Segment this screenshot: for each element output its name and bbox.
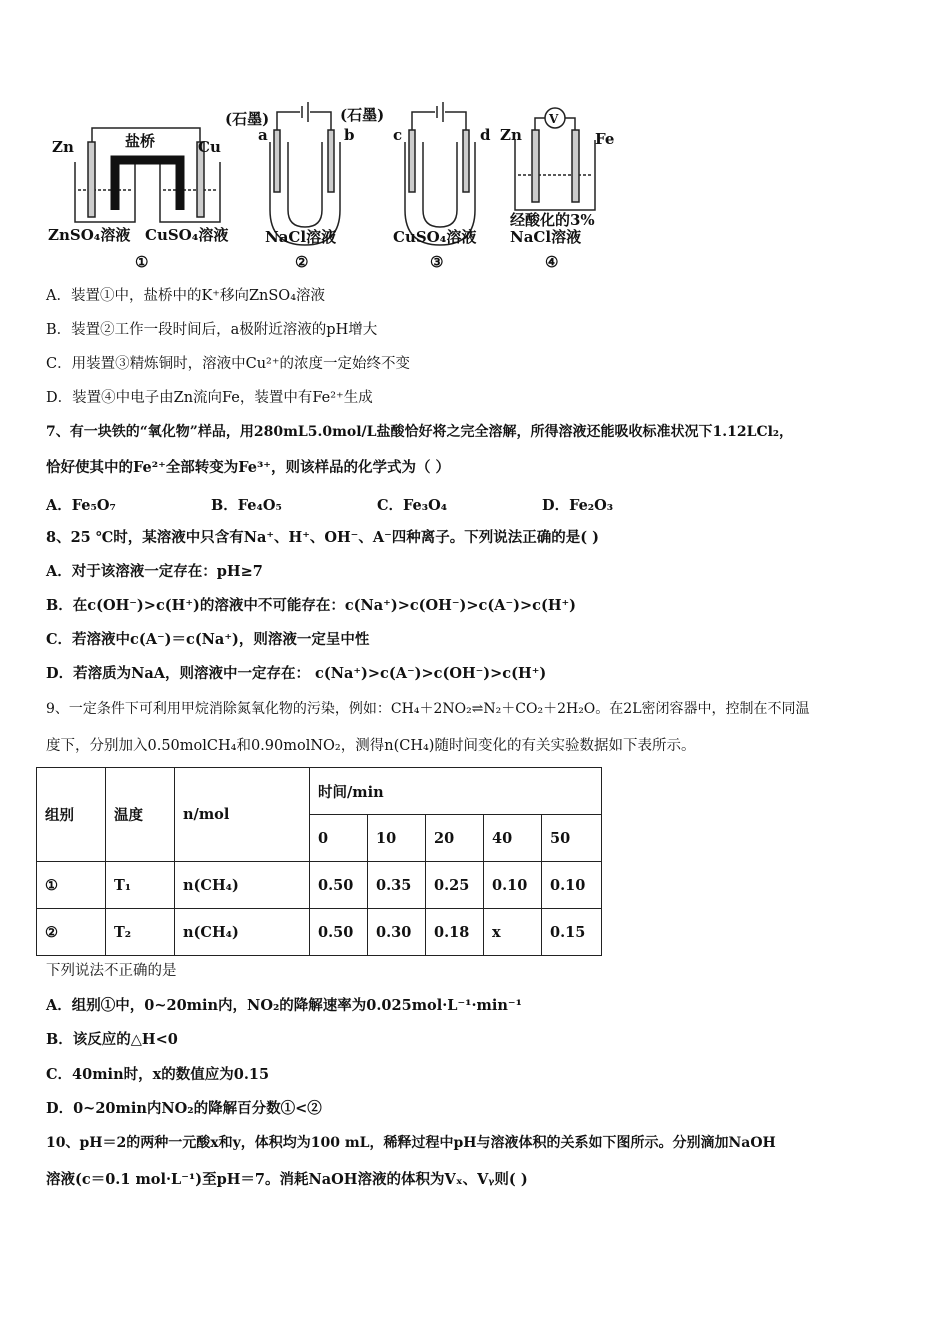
- device-3-electrolysis-cuso4: [405, 102, 475, 245]
- device-3-electrode-c: c: [393, 126, 403, 144]
- q6-option-d: D．装置④中电子由Zn流向Fe，装置中有Fe²⁺生成: [46, 390, 373, 406]
- device-2-left-label: (石墨): [225, 110, 270, 128]
- row2-v10: 0.30: [368, 909, 426, 956]
- table-row: [37, 909, 602, 956]
- device-3-number: ③: [430, 253, 444, 271]
- row1-v40: 0.10: [484, 862, 542, 909]
- row1-group: ①: [37, 862, 106, 909]
- q9-data-table: [36, 767, 602, 956]
- table-time-10: 10: [368, 815, 426, 862]
- device-1-bridge-label: 盐桥: [125, 132, 156, 150]
- row1-v20: 0.25: [426, 862, 484, 909]
- device-4-solution-line2: NaCl溶液: [510, 228, 582, 246]
- table-time-0: 0: [310, 815, 368, 862]
- q6-option-a: A．装置①中，盐桥中的K⁺移向ZnSO₄溶液: [46, 288, 326, 304]
- q9-stem-line1: 9、一定条件下可利用甲烷消除氮氧化物的污染，例如：CH₄＋2NO₂⇌N₂＋CO₂＋2H₂O。在2L密闭容器中，控制在不同温: [46, 701, 810, 717]
- device-1-right-electrode: Cu: [198, 138, 221, 156]
- device-3-electrode-d: d: [480, 126, 491, 144]
- device-4-left-electrode: Zn: [500, 126, 522, 144]
- device-4-solution-line1: 经酸化的3%: [510, 211, 595, 229]
- row2-temp: T₂: [106, 909, 175, 956]
- row2-v0: 0.50: [310, 909, 368, 956]
- q7-stem-line1: 7、有一块铁的“氧化物”样品，用280mL5.0mol/L盐酸恰好将之完全溶解，所得溶液还能吸收标准状况下1.12LCl₂，: [46, 424, 794, 440]
- q8-option-a: A．对于该溶液一定存在：pH≥7: [46, 563, 263, 580]
- device-2-electrode-a: a: [258, 126, 268, 144]
- q9-prompt: 下列说法不正确的是: [46, 963, 177, 979]
- device-4-number: ④: [545, 253, 559, 271]
- q7-option-a: A．Fe₅O₇: [46, 497, 116, 514]
- table-row: [37, 862, 602, 909]
- device-2-number: ②: [295, 253, 309, 271]
- device-1-number: ①: [135, 253, 149, 271]
- row2-v20: 0.18: [426, 909, 484, 956]
- device-4-voltmeter: V: [549, 112, 559, 126]
- row1-v0: 0.50: [310, 862, 368, 909]
- electrochem-devices-figure: [40, 100, 620, 275]
- device-2-solution: NaCl溶液: [265, 228, 337, 246]
- q10-stem-line1: 10、pH＝2的两种一元酸x和y，体积均为100 mL，稀释过程中pH与溶液体积的关系如下图所示。分别滴加NaOH: [46, 1135, 776, 1151]
- device-1-left-electrode: Zn: [52, 138, 74, 156]
- device-4-right-electrode: Fe: [595, 130, 615, 148]
- q6-option-c: C．用装置③精炼铜时，溶液中Cu²⁺的浓度一定始终不变: [46, 356, 410, 372]
- row2-v40: x: [484, 909, 542, 956]
- table-header-temp: 温度: [106, 768, 175, 862]
- q9-option-a: A．组别①中，0~20min内，NO₂的降解速率为0.025mol·L⁻¹·min⁻¹: [46, 997, 522, 1014]
- device-2-right-label: (石墨): [340, 106, 385, 124]
- q6-option-b: B．装置②工作一段时间后，a极附近溶液的pH增大: [46, 322, 378, 338]
- row2-n: n(CH₄): [175, 909, 310, 956]
- q9-option-d: D．0~20min内NO₂的降解百分数①<②: [46, 1100, 322, 1117]
- q7-option-c: C．Fe₃O₄: [377, 497, 448, 514]
- device-1-right-solution: CuSO₄溶液: [145, 226, 229, 244]
- table-time-50: 50: [542, 815, 602, 862]
- device-1-left-solution: ZnSO₄溶液: [48, 226, 131, 244]
- table-header-group: 组别: [37, 768, 106, 862]
- q7-option-d: D．Fe₂O₃: [542, 497, 614, 514]
- row1-n: n(CH₄): [175, 862, 310, 909]
- q9-stem-line2: 度下，分别加入0.50molCH₄和0.90molNO₂，测得n(CH₄)随时间变化的有关实验数据如下表所示。: [46, 738, 696, 754]
- row1-v50: 0.10: [542, 862, 602, 909]
- q8-option-d: D．若溶质为NaA，则溶液中一定存在： c(Na⁺)>c(A⁻)>c(OH⁻)>c(H⁺): [46, 665, 547, 682]
- q8-option-b: B．在c(OH⁻)>c(H⁺)的溶液中不可能存在：c(Na⁺)>c(OH⁻)>c(A⁻)>c(H⁺): [46, 597, 577, 614]
- table-header-time: 时间/min: [310, 768, 602, 815]
- device-2-electrolysis-nacl: [270, 102, 340, 245]
- q9-option-c: C．40min时，x的数值应为0.15: [46, 1066, 270, 1083]
- q7-stem-line2: 恰好使其中的Fe²⁺全部转变为Fe³⁺，则该样品的化学式为（ ）: [46, 459, 451, 476]
- q10-stem-line2: 溶液(c＝0.1 mol·L⁻¹)至pH＝7。消耗NaOH溶液的体积为Vₓ、Vᵧ则( ): [46, 1171, 528, 1188]
- row1-v10: 0.35: [368, 862, 426, 909]
- q9-option-b: B．该反应的△H<0: [46, 1031, 178, 1048]
- q7-option-b: B．Fe₄O₅: [211, 497, 282, 514]
- device-2-electrode-b: b: [344, 126, 355, 144]
- row2-group: ②: [37, 909, 106, 956]
- row2-v50: 0.15: [542, 909, 602, 956]
- row1-temp: T₁: [106, 862, 175, 909]
- q8-option-c: C．若溶液中c(A⁻)＝c(Na⁺)，则溶液一定呈中性: [46, 631, 370, 648]
- table-time-40: 40: [484, 815, 542, 862]
- device-3-solution: CuSO₄溶液: [393, 228, 477, 246]
- table-header-n: n/mol: [175, 768, 310, 862]
- q8-stem: 8、25 ℃时，某溶液中只含有Na⁺、H⁺、OH⁻、A⁻四种离子。下列说法正确的是( ): [46, 529, 600, 546]
- table-time-20: 20: [426, 815, 484, 862]
